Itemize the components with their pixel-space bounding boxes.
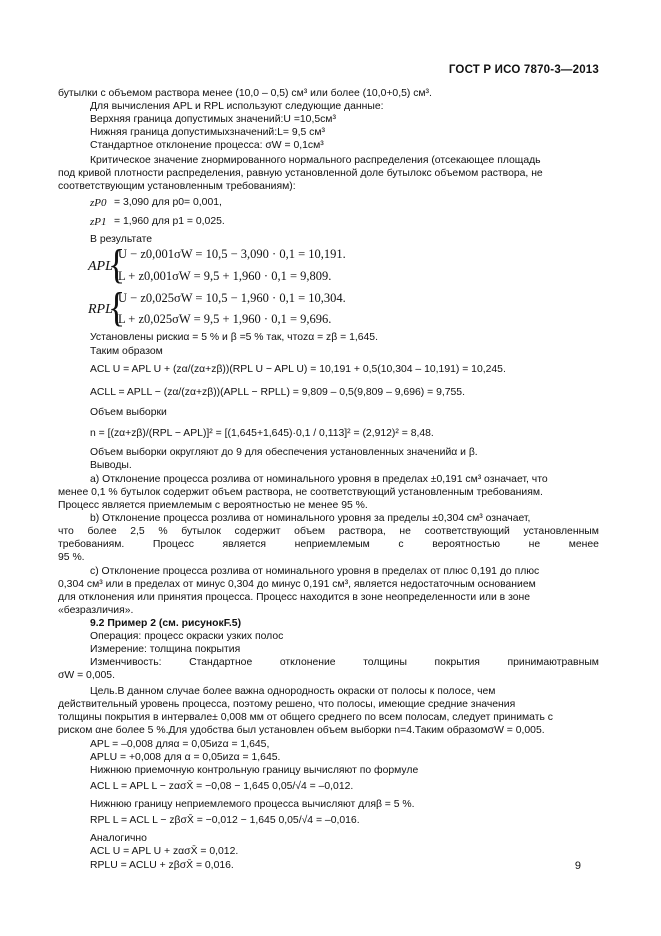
text-line: Выводы. xyxy=(90,460,132,471)
text-line: Аналогично xyxy=(90,833,147,844)
equation-line: U − z0,025σW = 10,5 − 1,960 · 0,1 = 10,304. xyxy=(118,291,346,305)
text-line: Объем выборки xyxy=(90,407,167,418)
equation-line: ACLL = APLL − (zα/(zα+zβ))(APLL − RPLL) = 9,809 – 0,5(9,809 – 9,696) = 9,755. xyxy=(90,387,465,398)
text-line: 95 %. xyxy=(58,552,85,563)
text-line: риском αне более 5 %.Для удобства был установлен объем выборки n=4.Таким образомσW = 0,005. xyxy=(58,725,545,736)
text-line: Нижнюю границу неприемлемого процесса вычисляют дляβ = 5 %. xyxy=(90,799,415,810)
text-line: = 1,960 для p1 = 0,025. xyxy=(114,216,225,227)
text-line: для отклонения или принятия процесса. Процесс находится в зоне неопределенности или в зоне xyxy=(58,592,531,603)
text-line: В результате xyxy=(90,234,153,245)
text-line: b) Отклонение процесса розлива от номинального уровня за пределы ±0,304 см³ означает, xyxy=(90,513,531,524)
text-line: «безразличия». xyxy=(58,605,134,616)
symbol-apl: APL xyxy=(88,259,113,274)
equation-line: U − z0,001σW = 10,5 − 3,090 · 0,1 = 10,191. xyxy=(118,247,346,261)
justified-line: требованиям. Процесс является неприемлемым с вероятностью не менее xyxy=(58,539,599,550)
text-line: Стандартное отклонение процесса: σW = 0,1см³ xyxy=(90,140,324,151)
symbol-zp1: zP1 xyxy=(90,216,107,228)
text-line: Таким образом xyxy=(90,346,163,357)
text-line: σW = 0,005. xyxy=(58,670,115,681)
equation-line: L + z0,001σW = 9,5 + 1,960 · 0,1 = 9,809. xyxy=(118,269,332,283)
text-line: APL = –0,008 дляα = 0,05иzα = 1,645, xyxy=(90,739,270,750)
text-line: APLU = +0,008 для α = 0,05иzα = 1,645. xyxy=(90,752,281,763)
text-line: Установлены рискиα = 5 % и β =5 % так, чтоzα = zβ = 1,645. xyxy=(90,332,378,343)
text-line: Для вычисления APL и RPL используют следующие данные: xyxy=(90,101,384,112)
text-line: Нижняя граница допустимыхзначений:L= 9,5 см³ xyxy=(90,127,325,138)
equation-line: ACL U = APL U + (zα/(zα+zβ))(RPL U − APL U) = 10,191 + 0,5(10,304 – 10,191) = 10,245. xyxy=(90,364,506,375)
text-line: Критическое значение zнормированного нормального распределения (отсекающее площадь xyxy=(90,155,541,166)
text-line: Верхняя граница допустимых значений:U =10,5см³ xyxy=(90,114,336,125)
text-line: Операция: процесс окраски узких полос xyxy=(90,631,284,642)
text-line: Цель.В данном случае более важна однородность окраски от полосы к полосе, чем xyxy=(90,686,496,697)
text-line: Объем выборки округляют до 9 для обеспечения установленных значенийα и β. xyxy=(90,447,478,458)
equation-line: RPLU = ACLU + zβσX̄ = 0,016. xyxy=(90,860,234,871)
equation-line: L + z0,025σW = 9,5 + 1,960 · 0,1 = 9,696. xyxy=(118,312,332,326)
text-line: а) Отклонение процесса розлива от номинального уровня в пределах ±0,191 см³ означает, что xyxy=(90,474,548,485)
justified-line: что более 2,5 % бутылок содержит объем раствора, не соответствующий установленным xyxy=(58,526,599,537)
symbol-zp0: zP0 xyxy=(90,197,107,209)
text-line: действительный уровень процесса, поэтому решено, что полосы, имеющие средние значения xyxy=(58,699,516,710)
equation-line: RPL L = ACL L − zβσX̄ = −0,012 − 1,645 0,05/√4 = –0,016. xyxy=(90,815,360,826)
document-header: ГОСТ Р ИСО 7870-3—2013 xyxy=(448,64,599,76)
text-line: толщины покрытия в интервале± 0,008 мм от общего среднего по всем полосам, следует принимать с xyxy=(58,712,553,723)
equation-line: ACL L = APL L − zασX̄ = −0,08 − 1,645 0,05/√4 = –0,012. xyxy=(90,781,354,792)
equation-line: ACL U = APL U + zασX̄ = 0,012. xyxy=(90,846,239,857)
equation-line: n = [(zα+zβ)/(RPL − APL)]² = [(1,645+1,645)·0,1 / 0,113]² = (2,912)² = 8,48. xyxy=(90,428,434,439)
text-line: Нижнюю приемочную контрольную границу вычисляют по формуле xyxy=(90,765,419,776)
text-line: Измерение: толщина покрытия xyxy=(90,644,241,655)
brace-apl: { xyxy=(108,241,126,287)
text-line: под кривой плотности распределения, равную установленной доле бутылокс объемом раствора, не xyxy=(58,168,543,179)
symbol-rpl: RPL xyxy=(88,302,113,317)
text-line: Процесс является приемлемым с вероятностью не менее 95 %. xyxy=(58,500,368,511)
text-line: с) Отклонение процесса розлива от номинального уровня в пределах от плюс 0,191 до плюс xyxy=(90,566,540,577)
text-line: соответствующим установленным требованиям): xyxy=(58,181,296,192)
section-heading: 9.2 Пример 2 (см. рисунокF.5) xyxy=(90,618,242,629)
text-line: менее 0,1 % бутылок содержит объем раствора, не соответствующий установленным требованиям. xyxy=(58,487,543,498)
text-line: = 3,090 для p0= 0,001, xyxy=(114,197,222,208)
text-line: бутылки с объемом раствора менее (10,0 – 0,5) см³ или более (10,0+0,5) см³. xyxy=(58,88,432,99)
justified-line: Изменчивость: Стандартное отклонение толщины покрытия принимаютравным xyxy=(90,657,599,668)
page-number: 9 xyxy=(574,860,581,872)
brace-rpl: { xyxy=(108,284,126,330)
text-line: 0,304 см³ или в пределах от минус 0,304 до минус 0,191 см³, является недостаточным основанием xyxy=(58,579,536,590)
